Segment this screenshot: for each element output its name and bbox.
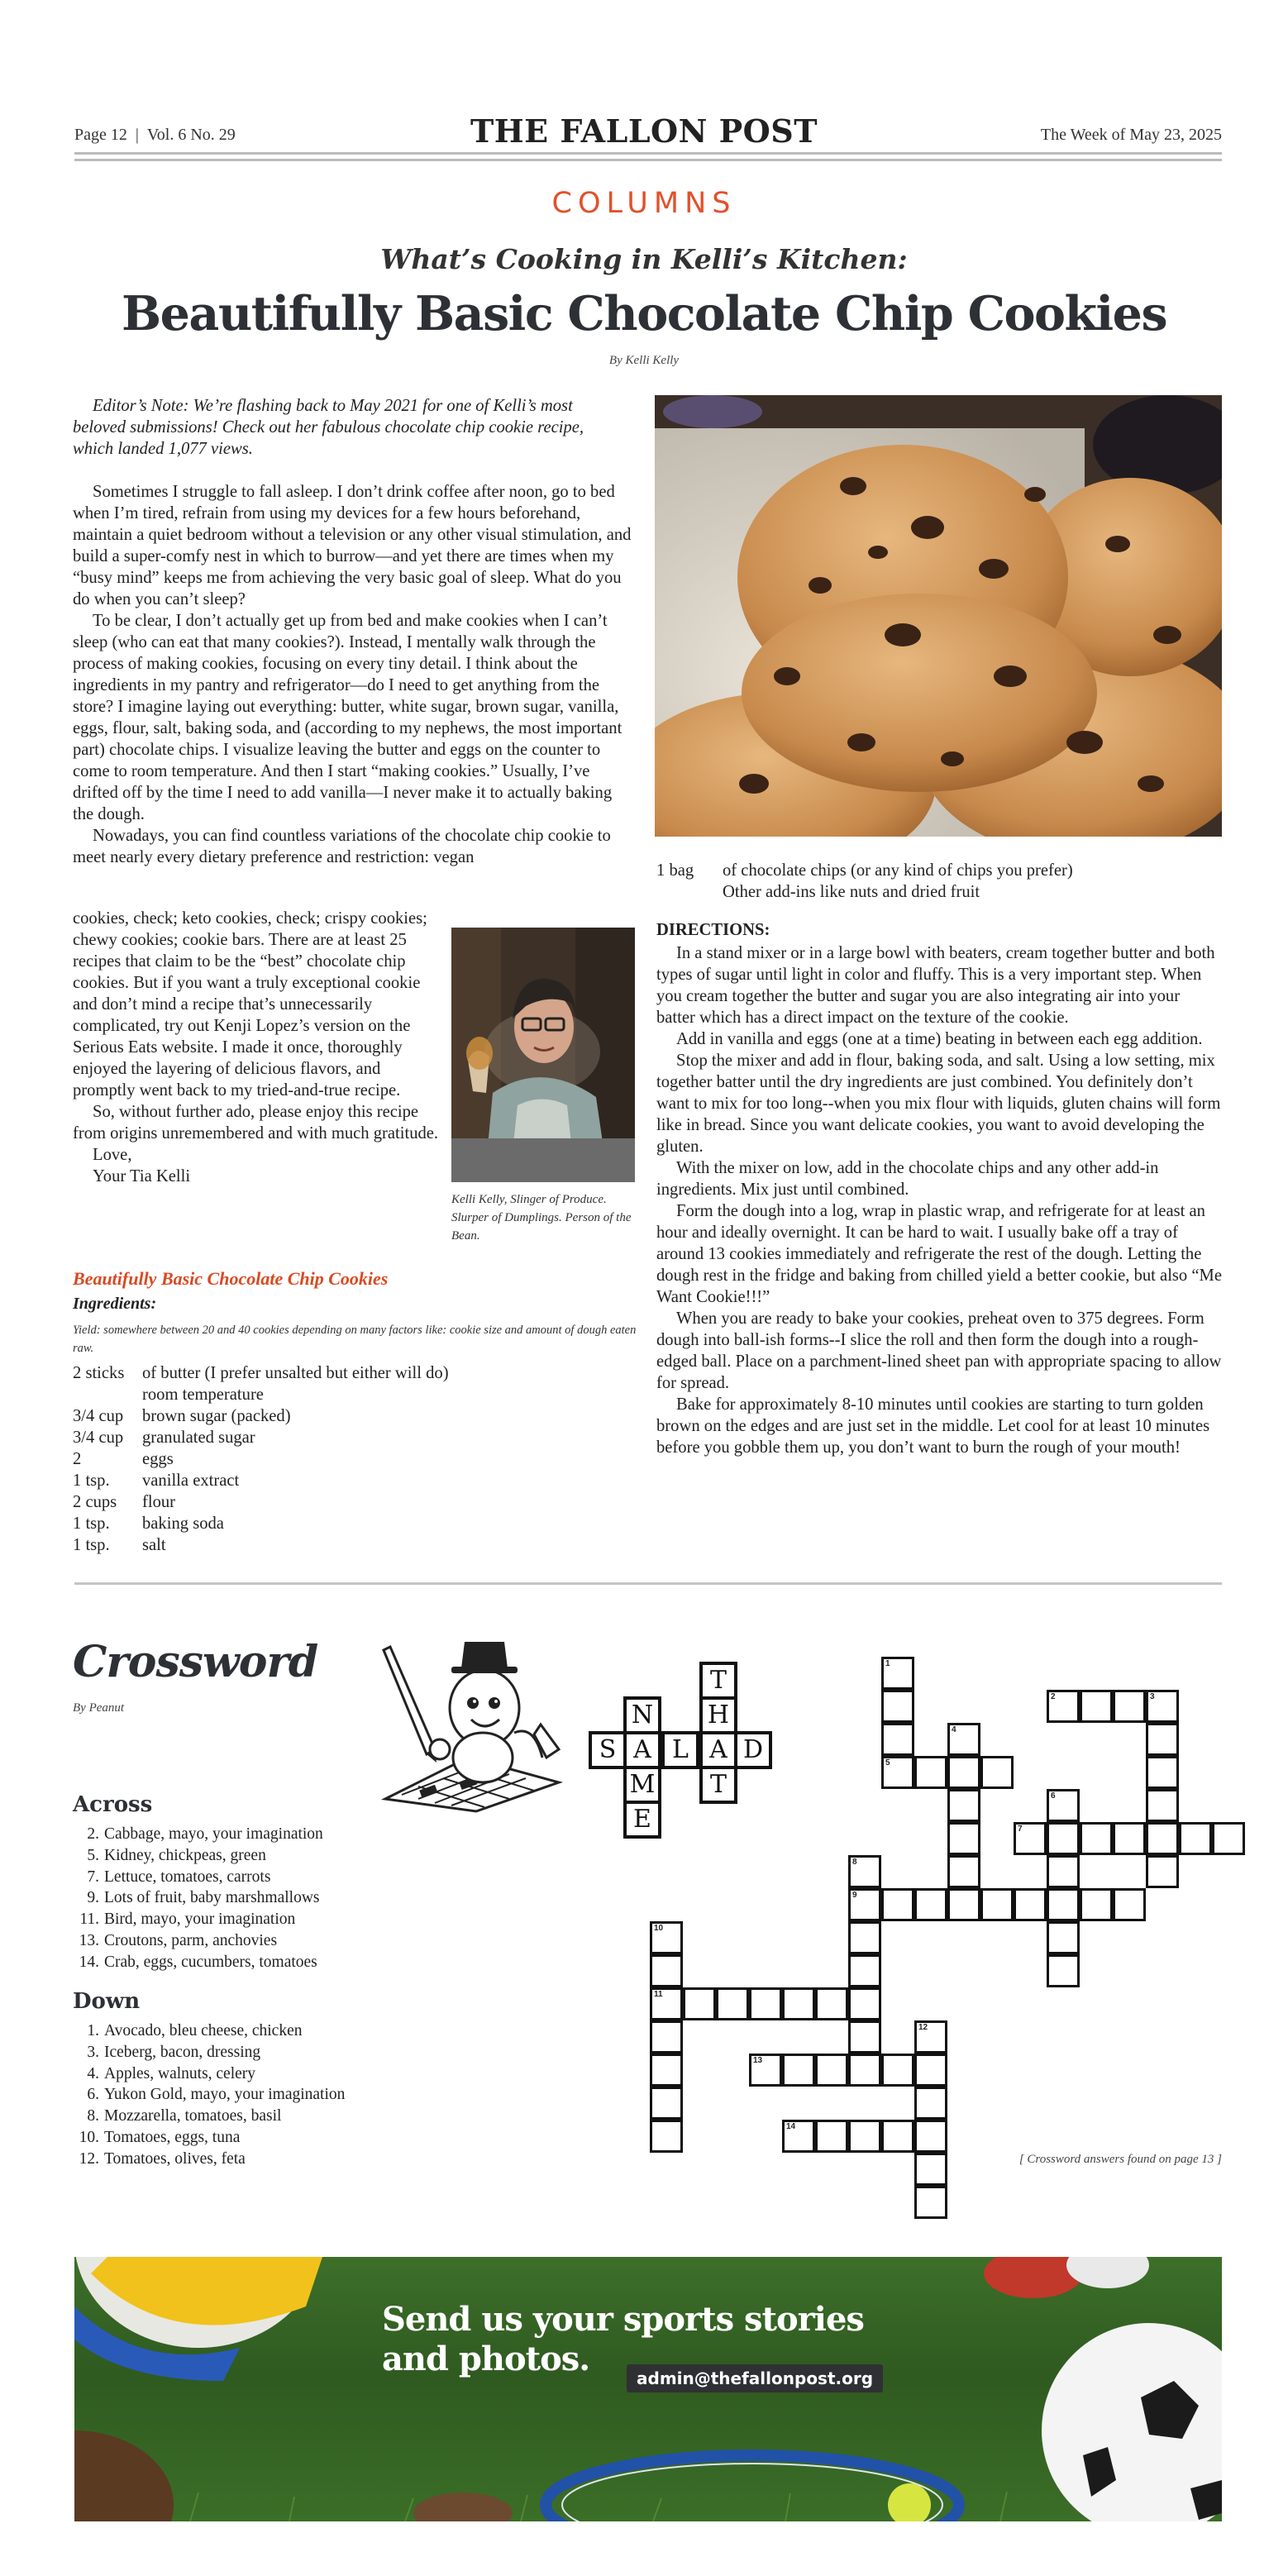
clue-row — [66, 1845, 413, 1867]
crossword-cell[interactable] — [947, 1723, 980, 1756]
ingredient-row — [73, 1384, 643, 1405]
chocolate-chip-cookies-image — [655, 395, 1222, 837]
ingredient-qty: 1 tsp. — [73, 1515, 110, 1533]
cell-number: 7 — [1018, 1825, 1023, 1834]
ingredient-item: brown sugar (packed) — [142, 1407, 291, 1425]
crossword-cell[interactable] — [881, 2120, 914, 2153]
theme-letter-d: D — [734, 1731, 772, 1769]
direction-step: Stop the mixer and add in flour, baking soda, and salt. Using a low setting, mix together batter until the dry ingredients are just combined. You definitely don’t want to mix for too long--when you mix flour with liquids, gluten chains will form like in bread. Since you want delicate cookies, you want to avoid developing the gluten. — [656, 1052, 1221, 1156]
clue-number: 6. — [87, 2086, 99, 2104]
crossword-cell[interactable] — [881, 1657, 914, 1690]
ingredient-item: flour — [142, 1493, 176, 1511]
crossword-cell[interactable] — [1047, 1855, 1080, 1888]
clue-text: Yukon Gold, mayo, your imagination — [104, 2086, 346, 2104]
crossword-byline: By Peanut — [73, 1701, 125, 1715]
ingredient-qty: 3/4 cup — [73, 1407, 124, 1425]
crossword-cell[interactable] — [914, 1888, 947, 1921]
crossword-cell[interactable] — [848, 2020, 881, 2054]
clue-text: Kidney, chickpeas, green — [104, 1846, 266, 1864]
ingredient-row — [73, 1470, 643, 1491]
crossword-cell[interactable] — [881, 1756, 914, 1789]
crossword-cell[interactable] — [848, 1888, 881, 1921]
article-kicker: What’s Cooking in Kelli’s Kitchen: — [380, 243, 908, 275]
clue-text: Lettuce, tomatoes, carrots — [104, 1868, 271, 1886]
crossword-cell[interactable] — [947, 1789, 980, 1822]
article-para-4: So, without further ado, please enjoy this recipe from origins unremembered and with much gratitude. — [73, 1103, 439, 1143]
crossword-cell[interactable] — [1146, 1855, 1179, 1888]
answers-note: [ Crossword answers found on page 13 ] — [1018, 2153, 1222, 2166]
crossword-cell[interactable] — [650, 2120, 683, 2153]
ingredient-qty: 3/4 cup — [73, 1429, 124, 1447]
crossword-cell[interactable] — [947, 1756, 980, 1789]
ingredient-item: granulated sugar — [142, 1429, 255, 1447]
ingredient-item: of butter (I prefer unsalted but either will do) — [142, 1364, 449, 1382]
crossword-cell[interactable] — [650, 1987, 683, 2020]
crossword-cell[interactable] — [881, 1723, 914, 1756]
volume-label: Vol. 6 No. 29 — [146, 126, 236, 144]
crossword-cell[interactable] — [1146, 1723, 1179, 1756]
signoff-love: Love, — [93, 1146, 132, 1164]
ingredient-qty — [73, 1384, 142, 1405]
crossword-cell[interactable] — [881, 1690, 914, 1723]
theme-letter-n: N — [623, 1696, 661, 1734]
cell-number: 2 — [1051, 1692, 1056, 1701]
clue-row — [66, 1952, 413, 1973]
direction-step: Bake for approximately 8-10 minutes until cookies are starting to turn golden brown on the edges and are just set in the middle. Let cool for at least 10 minutes before you gobble them up, you don’t want to burn the rough of your mouth! — [656, 1395, 1210, 1457]
author-photo — [451, 928, 635, 1182]
clue-row — [66, 1909, 413, 1930]
clue-number: 4. — [87, 2064, 99, 2082]
clue-text: Iceberg, bacon, dressing — [104, 2043, 261, 2061]
ingredient-item: vanilla extract — [142, 1472, 240, 1490]
crossword-cell[interactable] — [650, 1954, 683, 1987]
article-body-wrap — [73, 908, 441, 1187]
theme-letter-e: E — [623, 1801, 661, 1839]
banner-email[interactable]: admin@thefallonpost.org — [627, 2364, 883, 2392]
crossword-cell[interactable] — [1146, 1690, 1179, 1723]
ingredient-qty: 1 bag — [656, 861, 694, 880]
ingredient-item: eggs — [142, 1450, 174, 1468]
theme-letter-a2: A — [699, 1731, 737, 1769]
crossword-cell[interactable] — [650, 2087, 683, 2120]
clue-row — [66, 2106, 446, 2127]
directions-label: DIRECTIONS: — [656, 921, 770, 939]
crossword-cell[interactable] — [683, 1987, 716, 2020]
cell-number: 6 — [1051, 1791, 1056, 1801]
crossword-cell[interactable] — [1014, 1822, 1047, 1855]
across-label: Across — [73, 1792, 153, 1817]
crossword-cell[interactable] — [1113, 1822, 1146, 1855]
recipe-yield: Yield: somewhere between 20 and 40 cookies depending on many factors like: cookie size and amount of dough eaten raw. — [73, 1324, 637, 1355]
banner-headline-2: and photos. — [382, 2340, 590, 2378]
ingredient-item: salt — [142, 1536, 166, 1554]
crossword-cell[interactable] — [881, 1888, 914, 1921]
ingredient-row — [73, 1427, 643, 1448]
article-byline: By Kelli Kelly — [608, 354, 680, 367]
recipe-title: Beautifully Basic Chocolate Chip Cookies — [73, 1268, 389, 1289]
ingredient-qty — [656, 881, 723, 903]
clue-number: 12. — [79, 2149, 99, 2168]
ingredient-row — [656, 860, 1222, 881]
clue-row — [66, 2149, 446, 2170]
clue-row — [66, 1867, 413, 1888]
photo-caption: Kelli Kelly, Slinger of Produce. Slurper of Dumplings. Person of the Bean. — [451, 1193, 632, 1243]
clue-number: 1. — [87, 2022, 99, 2039]
crossword-cell[interactable] — [650, 1921, 683, 1954]
clue-number: 11. — [79, 1911, 99, 1929]
clue-number: 7. — [87, 1868, 99, 1886]
crossword-cell[interactable] — [980, 1888, 1014, 1921]
ingredient-qty: 1 tsp. — [73, 1472, 110, 1490]
header-divider: | — [135, 126, 139, 144]
crossword-cell[interactable] — [782, 1987, 815, 2020]
cell-number: 11 — [654, 1990, 663, 1999]
cell-number: 5 — [885, 1758, 890, 1767]
direction-step: When you are ready to bake your cookies, preheat oven to 375 degrees. Form dough into ball-ish forms--I slice the roll and then form the dough into a rough-edged ball. Place on a parchment-lined sheet pan with appropriate spacing to allow for spread. — [656, 1309, 1222, 1392]
clue-row — [66, 1824, 413, 1845]
cell-number: 9 — [852, 1891, 857, 1900]
clue-number: 3. — [87, 2043, 99, 2061]
crossword-cell[interactable] — [914, 2186, 947, 2219]
cell-number: 8 — [852, 1858, 857, 1867]
theme-letter-t: T — [699, 1662, 737, 1700]
cell-number: 3 — [1150, 1692, 1155, 1701]
crossword-cell[interactable] — [848, 2054, 881, 2087]
crossword-cell[interactable] — [782, 2054, 815, 2087]
theme-letter-h: H — [699, 1696, 737, 1734]
crossword-cell[interactable] — [815, 1987, 848, 2020]
peanut-mascot-illustration — [369, 1634, 564, 1814]
crossword-cell[interactable] — [947, 1888, 980, 1921]
crossword-cell[interactable] — [848, 1921, 881, 1954]
crossword-cell[interactable] — [947, 1855, 980, 1888]
direction-step: Add in vanilla and eggs (one at a time) beating in between each egg addition. — [676, 1030, 1203, 1048]
ingredient-qty: 1 tsp. — [73, 1536, 110, 1554]
clue-row — [66, 1930, 413, 1952]
ingredients-label: Ingredients: — [73, 1295, 157, 1313]
clue-number: 5. — [87, 1846, 99, 1864]
cookie-photo — [655, 395, 1222, 837]
crossword-cell[interactable] — [848, 1987, 881, 2020]
clue-number: 2. — [87, 1825, 99, 1843]
crossword-cell[interactable] — [980, 1756, 1014, 1789]
clue-number: 10. — [79, 2128, 99, 2146]
clue-text: Tomatoes, olives, feta — [104, 2149, 246, 2168]
crossword-cell[interactable] — [914, 2153, 947, 2186]
ingredient-item: Other add-ins like nuts and dried fruit — [723, 883, 980, 901]
clue-row — [66, 2127, 446, 2149]
ingredients-list — [73, 1362, 643, 1556]
ingredient-row — [73, 1491, 643, 1513]
crossword-cell[interactable] — [749, 2054, 782, 2087]
article-body — [73, 481, 637, 868]
article-title: Beautifully Basic Chocolate Chip Cookies — [121, 286, 1167, 341]
theme-letter-a: A — [623, 1731, 661, 1769]
banner-headline-1: Send us your sports stories — [382, 2300, 864, 2339]
directions-list — [656, 942, 1222, 1458]
masthead: THE FALLON POST — [470, 112, 818, 150]
cell-number: 13 — [753, 2056, 763, 2065]
ingredient-item: room temperature — [142, 1386, 264, 1404]
clue-number: 14. — [79, 1953, 99, 1971]
crossword-cell[interactable] — [1146, 1789, 1179, 1822]
crossword-cell[interactable] — [1146, 1756, 1179, 1789]
crossword-title: Crossword — [73, 1637, 318, 1687]
ingredient-row — [73, 1513, 643, 1534]
crossword-cell[interactable] — [1047, 1822, 1080, 1855]
clue-text: Tomatoes, eggs, tuna — [104, 2128, 241, 2146]
crossword-cell[interactable] — [1047, 1888, 1080, 1921]
crossword-cell[interactable] — [1179, 1822, 1212, 1855]
crossword-cell[interactable] — [1014, 1888, 1047, 1921]
ingredient-item: of chocolate chips (or any kind of chips you prefer) — [723, 861, 1073, 880]
article-para-1: Sometimes I struggle to fall asleep. I don’t drink coffee after noon, go to bed when I’m tired, refrain from using my devices for a few hours beforehand, maintain a quiet bedroom without a television or any other visual stimulation, and build a super-comfy nest in which to burrow—and yet there are times when my “busy mind” keeps me from achieving the very basic goal of sleep. What do you do when you can’t sleep? — [73, 483, 632, 608]
ingredient-row — [73, 1362, 643, 1384]
editor-note — [73, 395, 623, 460]
direction-step: Form the dough into a log, wrap in plastic wrap, and refrigerate for at least an hour and ideally overnight. It can be hard to wait. I usually bake off a tray of around 13 cookies immediately and refrigerate the rest of the dough. Letting the dough rest in the fridge and baking from chilled yield a better cookie, but also “Me Want Cookie!!!” — [656, 1202, 1222, 1306]
crossword-cell[interactable] — [1113, 1690, 1146, 1723]
clue-number: 8. — [87, 2107, 99, 2125]
clue-row — [66, 2063, 446, 2085]
crossword-cell[interactable] — [1212, 1822, 1245, 1855]
theme-letter-s: S — [589, 1731, 627, 1769]
clue-row — [66, 2084, 446, 2106]
section-label: COLUMNS — [551, 187, 737, 220]
crossword-cell[interactable] — [1047, 1690, 1080, 1723]
crossword-cell[interactable] — [914, 2054, 947, 2087]
across-clues — [66, 1824, 413, 1973]
clue-text: Apples, walnuts, celery — [104, 2064, 256, 2082]
cell-number: 4 — [952, 1725, 956, 1734]
article-para-3a: Nowadays, you can find countless variations of the chocolate chip cookie to meet nearly every dietary preference and restriction: vegan — [73, 827, 611, 866]
clue-text: Avocado, bleu cheese, chicken — [104, 2022, 303, 2039]
cell-number: 1 — [885, 1659, 890, 1668]
crossword-cell[interactable] — [1047, 1789, 1080, 1822]
ingredients-list-continued — [656, 860, 1222, 903]
crossword-cell[interactable] — [947, 1822, 980, 1855]
cell-number: 12 — [918, 2023, 928, 2032]
clue-row — [66, 2042, 446, 2063]
crossword-cell[interactable] — [1080, 1690, 1113, 1723]
crossword-cell[interactable] — [881, 2054, 914, 2087]
crossword-cell[interactable] — [914, 2120, 947, 2153]
clue-text: Bird, mayo, your imagination — [104, 1911, 296, 1929]
clue-number: 9. — [87, 1889, 99, 1907]
clue-row — [66, 2020, 446, 2042]
direction-step: With the mixer on low, add in the chocolate chips and any other add-in ingredients. Mix just until combined. — [656, 1159, 1159, 1199]
page-label: Page 12 — [74, 126, 127, 144]
crossword-cell[interactable] — [815, 2120, 848, 2153]
ingredient-row — [73, 1534, 643, 1556]
crossword-cell[interactable] — [914, 2087, 947, 2120]
crossword-cell[interactable] — [914, 2020, 947, 2054]
crossword-cell[interactable] — [650, 2020, 683, 2054]
crossword-cell[interactable] — [815, 2054, 848, 2087]
crossword-cell[interactable] — [716, 1987, 749, 2020]
clue-text: Cabbage, mayo, your imagination — [104, 1825, 323, 1843]
editor-note-text: Editor’s Note: We’re flashing back to May 2021 for one of Kelli’s most beloved submissions! Check out her fabulous chocolate chip cookie recipe, which landed 1,077 views. — [73, 397, 584, 458]
crossword-cell[interactable] — [848, 1954, 881, 1987]
crossword-cell[interactable] — [1080, 1822, 1113, 1855]
theme-letter-l: L — [661, 1731, 699, 1769]
week-date: The Week of May 23, 2025 — [1040, 126, 1222, 144]
clue-number: 13. — [79, 1931, 99, 1949]
header-rule-bottom — [74, 159, 1222, 161]
crossword-cell[interactable] — [782, 2120, 815, 2153]
article-para-2: To be clear, I don’t actually get up from bed and make cookies when I can’t sleep (who can eat that many cookies?). Instead, I mentally walk through the process of making cookies, focusing on every tiny detail. I think about the ingredients in my pantry and refrigerator—do I need to get anything from the store? I imagine laying out everything: butter, white sugar, brown sugar, vanilla, eggs, flour, salt, baking soda, and (according to my nephews, the most important part) chocolate chips. I visualize leaving the butter and eggs on the counter to come to room temperature. And then I start “making cookies.” Usually, I’ve drifted off by the time I need to add vanilla—I never make it to actually baking the dough. — [73, 612, 623, 823]
article-para-3b: cookies, check; keto cookies, check; crispy cookies; chewy cookies; cookie bars. There are at least 25 recipes that claim to be the “best” chocolate chip cookies. But if you want a truly exceptional cookie and don’t mind a recipe that’s unnecessarily complicated, try out Kenji Lopez’s version on the Serious Eats website. I made it once, thoroughly enjoyed the layering of delicious flavors, and promptly went back to my tried-and-true recipe. — [73, 909, 427, 1100]
crossword-cell[interactable] — [848, 2120, 881, 2153]
crossword-cell[interactable] — [1047, 1954, 1080, 1987]
ingredient-qty: 2 — [73, 1450, 82, 1468]
crossword-cell[interactable] — [848, 1855, 881, 1888]
ingredient-qty: 2 sticks — [73, 1364, 125, 1382]
crossword-cell[interactable] — [1047, 1921, 1080, 1954]
clue-text: Mozzarella, tomatoes, basil — [104, 2107, 282, 2125]
crossword-cell[interactable] — [749, 1987, 782, 2020]
peanut-icon — [369, 1634, 564, 1814]
cell-number: 14 — [786, 2122, 796, 2131]
clue-text: Crab, eggs, cucumbers, tomatoes — [104, 1953, 317, 1971]
crossword-cell[interactable] — [1113, 1888, 1146, 1921]
ingredient-item: baking soda — [142, 1515, 224, 1533]
sports-banner[interactable] — [74, 2257, 1222, 2521]
theme-letter-m: M — [623, 1766, 661, 1804]
header-rule-top — [74, 152, 1222, 155]
down-label: Down — [73, 1989, 141, 2014]
ingredient-qty: 2 cups — [73, 1493, 117, 1511]
ingredient-row — [73, 1448, 643, 1470]
crossword-cell[interactable] — [650, 2054, 683, 2087]
ingredient-row — [73, 1405, 643, 1427]
clue-text: Lots of fruit, baby marshmallows — [104, 1889, 320, 1907]
theme-letter-t2: T — [699, 1766, 737, 1804]
crossword-cell[interactable] — [1146, 1822, 1179, 1855]
cell-number: 10 — [654, 1924, 664, 1933]
person-portrait-illustration — [451, 928, 635, 1182]
clue-text: Croutons, parm, anchovies — [104, 1931, 278, 1949]
section-divider — [74, 1582, 1222, 1585]
crossword-cell[interactable] — [1080, 1888, 1113, 1921]
down-clues — [66, 2020, 446, 2170]
clue-row — [66, 1887, 413, 1909]
ingredient-row — [656, 881, 1222, 903]
direction-step: In a stand mixer or in a large bowl with beaters, cream together butter and both types of sugar until light in color and fluffy. This is a very important step. When you cream together the butter and sugar you are also integrating air into your batter which has a direct impact on the texture of the cookie. — [656, 944, 1215, 1027]
crossword-cell[interactable] — [914, 1756, 947, 1789]
signoff-name: Your Tia Kelli — [93, 1167, 191, 1185]
